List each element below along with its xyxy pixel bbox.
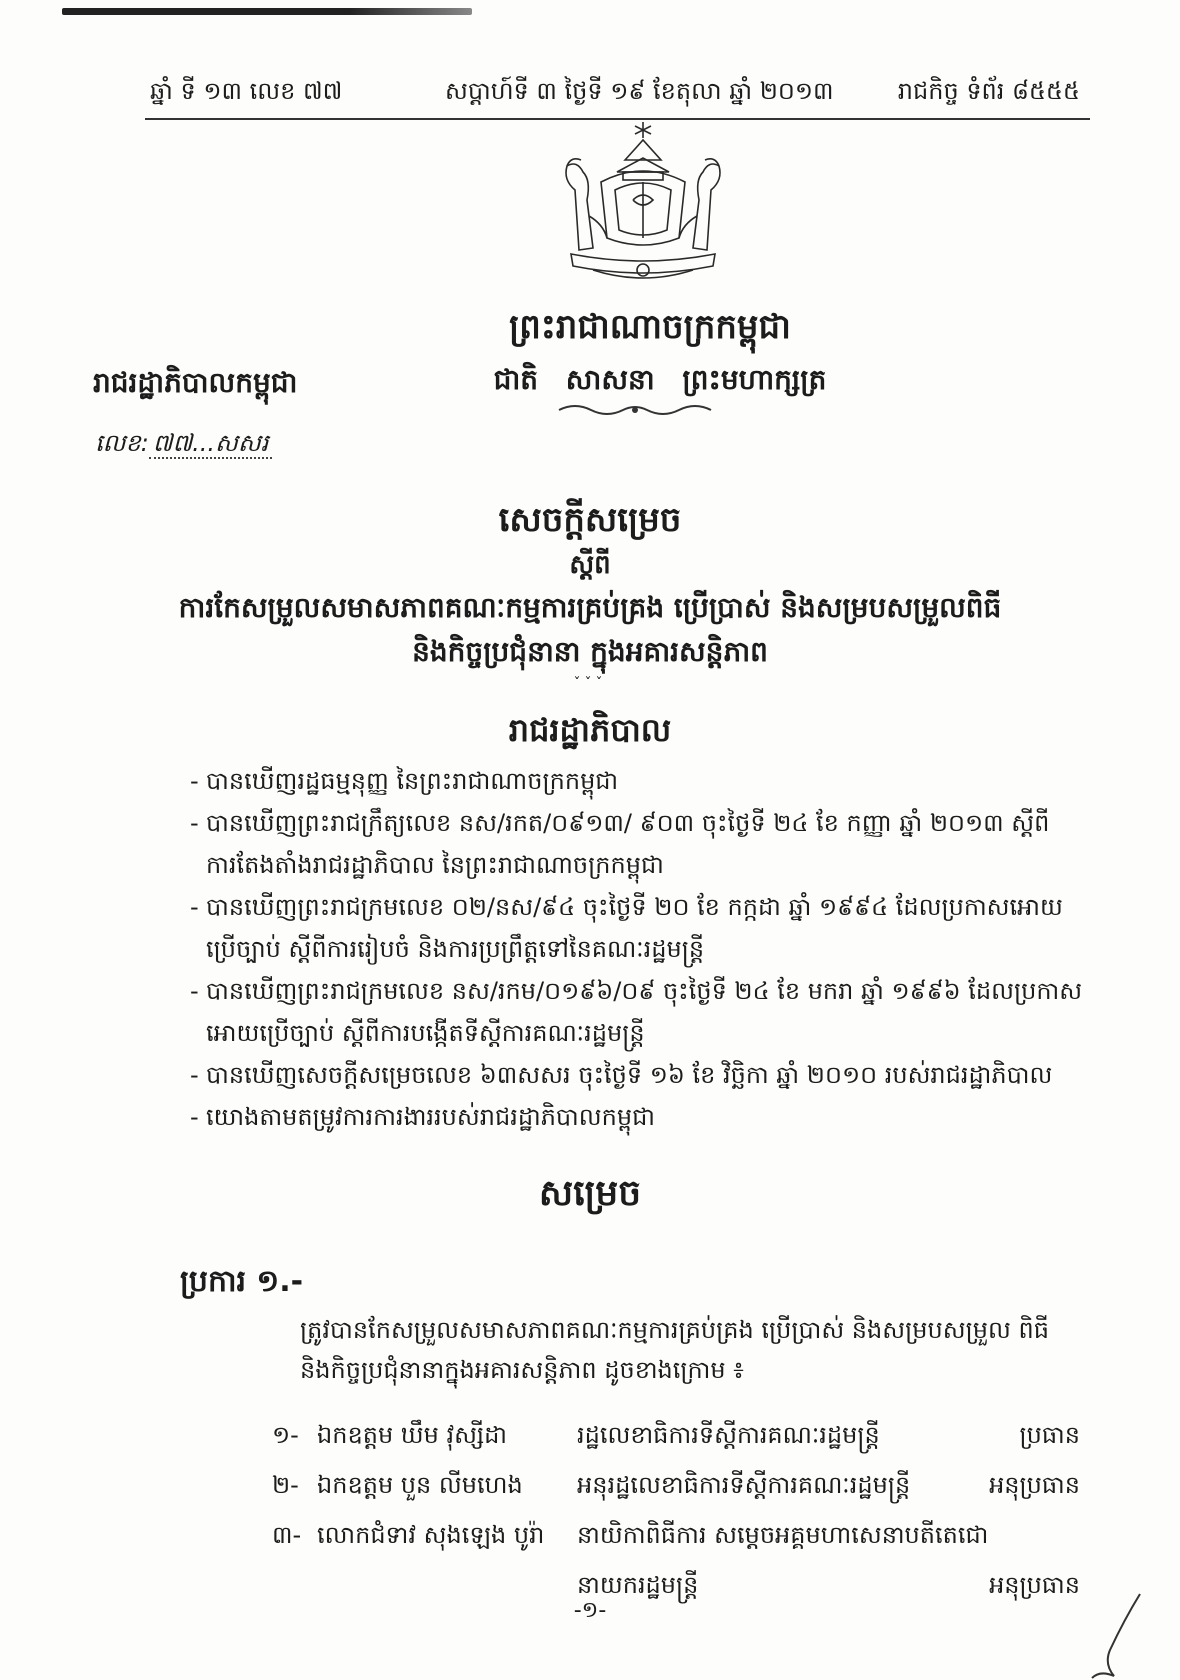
- member-title: រដ្ឋលេខាធិការទីស្តីការគណៈរដ្ឋមន្ត្រី: [577, 1421, 880, 1449]
- issuer-name: រាជរដ្ឋាភិបាលកម្ពុជា: [93, 366, 298, 399]
- member-title-continued: នាយករដ្ឋមន្ត្រី: [577, 1571, 699, 1599]
- article-text: ត្រូវបានកែសម្រួលសមាសភាពគណៈកម្មការគ្រប់គ្រង ប្រើប្រាស់ និងសម្របសម្រួល ពិធី និងកិច្ចប្រជុំនានាក្នុងអគារសន្តិភាព ដូចខាងក្រោម ៖: [300, 1316, 1049, 1384]
- document-number-label: លេខ:: [95, 429, 149, 457]
- authority-heading: រាជរដ្ឋាភិបាល: [508, 711, 672, 749]
- article-label: ប្រការ ១.-: [180, 1264, 304, 1299]
- member-role: ប្រធាន: [1019, 1421, 1080, 1449]
- page-number: -១-: [573, 1598, 607, 1623]
- recitals-list: [190, 760, 1085, 1138]
- decision-subject-line-1: ការកែសម្រួលសមាសភាពគណៈកម្មការគ្រប់គ្រង ប្រើប្រាស់ និងសម្របសម្រួលពិធី: [178, 591, 1002, 624]
- member-number: ១-: [272, 1421, 299, 1449]
- recital-item: - បានឃើញព្រះរាជក្រមលេខ នស/រកម/០១៩៦/០៩ ចុះថ្ងៃទី ២៤ ខែ មករា ឆ្នាំ ១៩៩៦ ដែលប្រកាស អោយប្រើច្បាប់ ស្តីពីការបង្កើតទីស្តីការគណៈរដ្ឋមន្ត្រី: [190, 970, 1085, 1054]
- committee-member: [272, 1520, 1100, 1570]
- committee-member: [272, 1470, 1100, 1520]
- gazette-header: [150, 72, 1100, 112]
- member-title: អនុរដ្ឋលេខាធិការទីស្តីការគណៈរដ្ឋមន្ត្រី: [577, 1471, 911, 1499]
- recital-item: - បានឃើញព្រះរាជក្រមលេខ ០២/នស/៩៤ ចុះថ្ងៃទី ២០ ខែ កក្កដា ឆ្នាំ ១៩៩៤ ដែលប្រកាសអោយ ប្រើច្បាប់ ស្តីពីការរៀបចំ និងការប្រព្រឹត្តទៅនៃគណៈរដ្ឋមន្ត្រី: [190, 886, 1085, 970]
- committee-members-list: [272, 1420, 1100, 1620]
- member-name: ឯកឧត្តម ឃឹម វុស្សីដា: [317, 1421, 507, 1449]
- royal-arms-emblem-icon: [553, 120, 733, 290]
- member-role: អនុប្រធាន: [989, 1471, 1080, 1499]
- document-number-value: ៧៧...សសរ: [149, 429, 273, 459]
- committee-member: [272, 1420, 1100, 1470]
- recital-item: - បានឃើញរដ្ឋធម្មនុញ្ញ នៃព្រះរាជាណាចក្រកម្ពុជា: [190, 760, 1085, 802]
- member-title: នាយិកាពិធីការ សម្តេចអគ្គមហាសេនាបតីតេជោ: [577, 1521, 989, 1549]
- member-number: ៣-: [272, 1521, 302, 1549]
- recital-item: - យោងតាមតម្រូវការការងាររបស់រាជរដ្ឋាភិបាលកម្ពុជា: [190, 1096, 1085, 1138]
- gazette-date: សប្តាហ៍ទី ៣ ថ្ងៃទី ១៩ ខែតុលា ឆ្នាំ ២០១៣: [445, 77, 834, 105]
- gazette-page-ref: រាជកិច្ច ទំព័រ ៨៥៥៥: [897, 77, 1080, 105]
- recital-item: - បានឃើញព្រះរាជក្រឹត្យលេខ នស/រកត/០៩១៣/ ៩០៣ ចុះថ្ងៃទី ២៤ ខែ កញ្ញា ឆ្នាំ ២០១៣ ស្តីពី ការតែងតាំងរាជរដ្ឋាភិបាល នៃព្រះរាជាណាចក្រកម្ពុជា: [190, 802, 1085, 886]
- signature-mark-icon: [1070, 1590, 1150, 1680]
- recital-item: - បានឃើញសេចក្តីសម្រេចលេខ ៦៣សសរ ចុះថ្ងៃទី ១៦ ខែ វិច្ឆិកា ឆ្នាំ ២០១០ របស់រាជរដ្ឋាភិបាល: [190, 1054, 1085, 1096]
- decision-subject-label: ស្តីពី: [569, 550, 611, 580]
- member-name: លោកជំទាវ សុងឡេង បូរ៉ា: [317, 1521, 545, 1549]
- title-separator: ˇˇˇ: [573, 676, 607, 692]
- national-motto: ជាតិ សាសនា ព្រះមហាក្សត្រ: [493, 363, 827, 396]
- document-number: [95, 428, 272, 463]
- member-name: ឯកឧត្តម បួន លីមហេង: [317, 1471, 523, 1499]
- decision-subject-line-2: និងកិច្ចប្រជុំនានា ក្នុងអគារសន្តិភាព: [412, 635, 768, 668]
- gazette-issue: ឆ្នាំ ទី ១៣ លេខ ៧៧: [150, 77, 343, 105]
- member-role: អនុប្រធាន: [989, 1571, 1080, 1599]
- kingdom-name: ព្រះរាជាណាចក្រកម្ពុជា: [509, 307, 791, 347]
- decision-title: សេចក្តីសម្រេច: [498, 500, 682, 540]
- decision-heading: សម្រេច: [538, 1173, 642, 1214]
- ornament-divider-icon: [555, 402, 715, 418]
- scan-edge-mark: [62, 8, 472, 15]
- member-number: ២-: [272, 1471, 299, 1499]
